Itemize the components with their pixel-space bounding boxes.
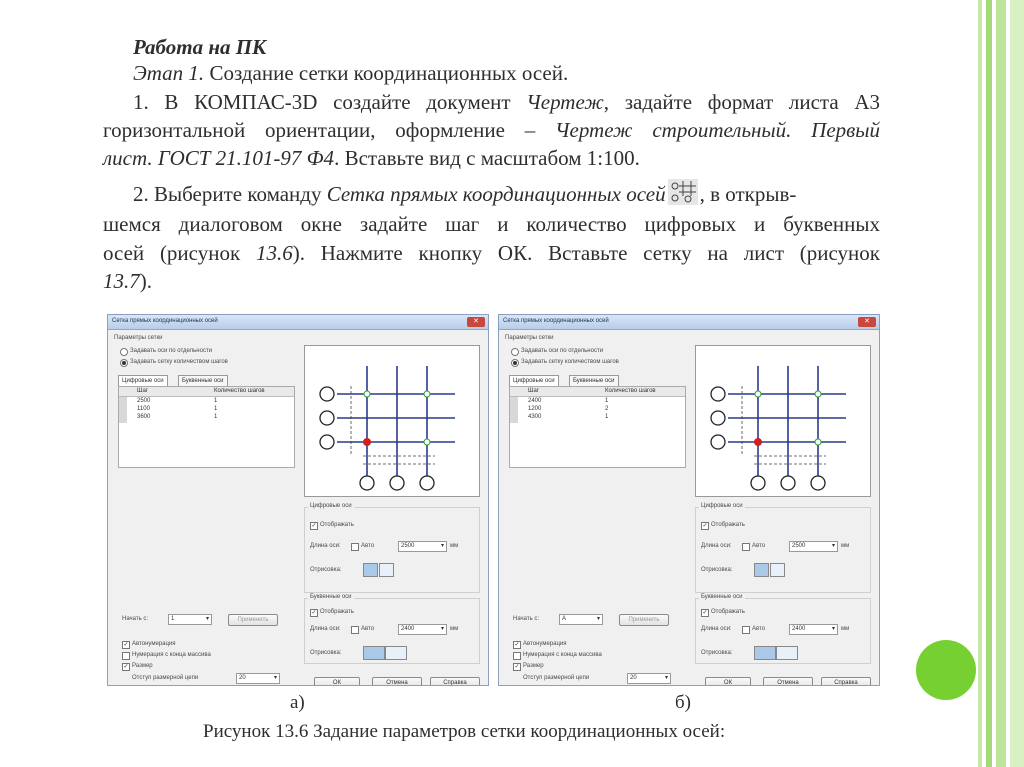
digital-length-combo[interactable]: 2500 ▾: [398, 541, 447, 552]
tab-digital-axes[interactable]: Цифровые оси: [509, 375, 559, 386]
dim-offset-combo[interactable]: 20 ▾: [236, 673, 280, 684]
start-with-combo[interactable]: 1 ▾: [168, 614, 212, 625]
grid-preview: [304, 345, 480, 497]
letter-show-label: Отображать: [320, 609, 354, 615]
label-a: а): [290, 692, 305, 713]
letter-length-combo[interactable]: 2400 ▾: [789, 624, 838, 635]
auto-numbering-label: Автонумерация: [523, 641, 567, 647]
digital-units-label: мм: [841, 543, 850, 549]
digital-segment-tool-1[interactable]: [363, 563, 378, 577]
letter-length-label: Длина оси:: [310, 626, 341, 632]
digital-auto-checkbox[interactable]: [351, 543, 359, 551]
text-segment: 13.6: [255, 241, 293, 265]
digital-auto-checkbox[interactable]: [742, 543, 750, 551]
letter-segment-tool-1[interactable]: [363, 646, 385, 660]
step2-line3: [103, 238, 880, 268]
table-cell-count[interactable]: 1: [605, 414, 609, 420]
dialog-title: Сетка прямых координационных осей: [112, 318, 218, 324]
grid-preview-drawing: [696, 346, 870, 496]
table-cell-count[interactable]: 1: [214, 406, 218, 412]
help-button[interactable]: Справка: [821, 677, 871, 686]
steps-table[interactable]: [118, 386, 295, 468]
table-cell-step[interactable]: 4300: [528, 414, 542, 420]
letter-segment-tool-2[interactable]: [385, 646, 407, 660]
text-segment: Сетка прямых координационных осей: [326, 182, 666, 206]
digital-axes-label: Цифровые оси: [701, 503, 743, 509]
digital-show-label: Отображать: [711, 522, 745, 528]
text-segment: горизонтальной ориентации, оформление –: [103, 118, 556, 142]
letter-axes-label: Буквенные оси: [310, 594, 352, 600]
text-segment: . Вставьте вид с масштабом 1:100.: [334, 146, 640, 170]
table-cell-count[interactable]: 1: [605, 398, 609, 404]
table-cell-count[interactable]: 2: [605, 406, 609, 412]
radio-each-label: Задавать оси по отдельности: [521, 348, 604, 354]
radio-count-label: Задавать сетку количеством шагов: [130, 359, 228, 365]
radio-each-label: Задавать оси по отдельности: [130, 348, 213, 354]
letter-auto-label: Авто: [752, 626, 766, 632]
numbering-end-label: Нумерация с конца массива: [132, 652, 211, 658]
text-segment: 13.7: [103, 269, 140, 293]
letter-segment-tool-1[interactable]: [754, 646, 776, 660]
size-checkbox[interactable]: ✓: [514, 664, 520, 670]
params-group-label: Параметры сетки: [505, 335, 554, 341]
start-with-label: Начать с:: [122, 616, 149, 622]
dialog-a: [107, 314, 489, 686]
text-segment: лист. ГОСТ 21.101-97 Ф4: [103, 146, 335, 170]
auto-numbering-checkbox[interactable]: ✓: [123, 642, 129, 648]
letter-segments-label: Отрисовка:: [310, 650, 342, 656]
text-segment: ). Нажмите кнопку ОК. Вставьте сетку на лист (рисунок: [292, 241, 880, 265]
radio-each-axis[interactable]: [120, 348, 128, 356]
digital-show-label: Отображать: [320, 522, 354, 528]
text-segment: ).: [139, 269, 152, 293]
cancel-button[interactable]: Отмена: [763, 677, 813, 686]
dim-offset-combo[interactable]: 20 ▾: [627, 673, 671, 684]
letter-segment-tool-2[interactable]: [776, 646, 798, 660]
digital-axes-group: [304, 507, 480, 593]
digital-length-label: Длина оси:: [310, 543, 341, 549]
step1-line2: [103, 115, 880, 145]
step2-line2: шемся диалоговом окне задайте шаг и количество цифровых и буквенных: [103, 212, 880, 236]
size-label: Размер: [132, 663, 153, 669]
radio-each-axis[interactable]: [511, 348, 519, 356]
steps-table[interactable]: [509, 386, 686, 468]
text-segment: осей (рисунок: [103, 241, 256, 265]
letter-length-combo[interactable]: 2400 ▾: [398, 624, 447, 635]
steps-table-header: [119, 387, 294, 397]
table-cell-step[interactable]: 1200: [528, 406, 542, 412]
digital-axes-label: Цифровые оси: [310, 503, 352, 509]
letter-show-checkbox[interactable]: ✓: [702, 610, 708, 616]
ok-button[interactable]: ОК: [314, 677, 360, 686]
digital-axes-group: [695, 507, 871, 593]
radio-count-label: Задавать сетку количеством шагов: [521, 359, 619, 365]
dim-offset-label: Отступ размерной цепи: [523, 675, 590, 681]
text-segment: 1. В КОМПАС-3D создайте документ: [133, 90, 527, 114]
step2-line4: [103, 266, 152, 296]
radio-count-steps[interactable]: [511, 359, 519, 367]
apply-button[interactable]: Применить: [619, 614, 669, 626]
start-with-label: Начать с:: [513, 616, 540, 622]
digital-segment-tool-1[interactable]: [754, 563, 769, 577]
digital-units-label: мм: [450, 543, 459, 549]
decorative-side-bars: [978, 0, 1024, 767]
close-button[interactable]: ✕: [858, 317, 876, 327]
label-b: б): [675, 692, 691, 713]
auto-numbering-checkbox[interactable]: ✓: [514, 642, 520, 648]
table-cell-step[interactable]: 2500: [137, 398, 151, 404]
digital-show-checkbox[interactable]: ✓: [702, 523, 708, 529]
col-count: Количество шагов: [605, 388, 656, 394]
col-count: Количество шагов: [214, 388, 265, 394]
dialog-title: Сетка прямых координационных осей: [503, 318, 609, 324]
letter-axes-label: Буквенные оси: [701, 594, 743, 600]
col-step: Шаг: [137, 388, 149, 394]
letter-show-label: Отображать: [711, 609, 745, 615]
digital-show-checkbox[interactable]: ✓: [311, 523, 317, 529]
table-cell-step[interactable]: 2400: [528, 398, 542, 404]
grid-preview-drawing: [305, 346, 479, 496]
apply-button[interactable]: Применить: [228, 614, 278, 626]
size-checkbox[interactable]: ✓: [123, 664, 129, 670]
params-group-label: Параметры сетки: [114, 335, 163, 341]
help-button[interactable]: Справка: [430, 677, 480, 686]
step1-line1: [133, 87, 880, 117]
grid-preview: [695, 345, 871, 497]
letter-units-label: мм: [450, 626, 459, 632]
numbering-end-checkbox[interactable]: [513, 652, 521, 660]
text-segment: Чертеж: [526, 90, 604, 114]
stage-title: Этап 1. Создание сетки координационных осей.: [133, 61, 569, 85]
text-segment: , задайте формат листа А3: [603, 90, 880, 114]
radio-count-steps[interactable]: [120, 359, 128, 367]
digital-auto-label: Авто: [752, 543, 766, 549]
digital-segment-tool-2[interactable]: [770, 563, 785, 577]
tab-letter-axes[interactable]: Буквенные оси: [569, 375, 619, 386]
table-cell-step[interactable]: 3600: [137, 414, 151, 420]
size-label: Размер: [523, 663, 544, 669]
row-selector: [119, 397, 127, 423]
letter-auto-checkbox[interactable]: [742, 626, 750, 634]
digital-length-label: Длина оси:: [701, 543, 732, 549]
start-with-combo[interactable]: А ▾: [559, 614, 603, 625]
letter-length-label: Длина оси:: [701, 626, 732, 632]
auto-numbering-label: Автонумерация: [132, 641, 176, 647]
tab-digital-axes[interactable]: Цифровые оси: [118, 375, 168, 386]
figure-caption: Рисунок 13.6 Задание параметров сетки координационных осей:: [203, 721, 726, 742]
text-segment: 2. Выберите команду: [133, 182, 327, 206]
digital-length-combo[interactable]: 2500 ▾: [789, 541, 838, 552]
dialog-titlebar[interactable]: [108, 315, 488, 330]
table-cell-count[interactable]: 1: [214, 398, 218, 404]
step2-line1: 2. Выберите команду Сетка прямых координационных осей , в открыв-: [133, 179, 796, 213]
section-heading: Работа на ПК: [133, 35, 267, 59]
cancel-button[interactable]: Отмена: [372, 677, 422, 686]
letter-auto-checkbox[interactable]: [351, 626, 359, 634]
text-segment: Чертеж строительный. Первый: [555, 118, 881, 142]
letter-segments-label: Отрисовка:: [701, 650, 733, 656]
row-selector: [510, 397, 518, 423]
numbering-end-label: Нумерация с конца массива: [523, 652, 602, 658]
letter-auto-label: Авто: [361, 626, 375, 632]
ok-button[interactable]: ОК: [705, 677, 751, 686]
letter-show-checkbox[interactable]: ✓: [311, 610, 317, 616]
tab-letter-axes[interactable]: Буквенные оси: [178, 375, 228, 386]
table-cell-step[interactable]: 1100: [137, 406, 150, 412]
digital-segment-tool-2[interactable]: [379, 563, 394, 577]
digital-segments-label: Отрисовка:: [701, 567, 733, 573]
table-cell-count[interactable]: 1: [214, 414, 218, 420]
close-button[interactable]: ✕: [467, 317, 485, 327]
dialog-titlebar[interactable]: [499, 315, 879, 330]
dialog-b: [498, 314, 880, 686]
col-step: Шаг: [528, 388, 540, 394]
step1-line3: [103, 143, 640, 173]
letter-units-label: мм: [841, 626, 850, 632]
dim-offset-label: Отступ размерной цепи: [132, 675, 199, 681]
digital-auto-label: Авто: [361, 543, 375, 549]
digital-segments-label: Отрисовка:: [310, 567, 342, 573]
steps-table-header: [510, 387, 685, 397]
numbering-end-checkbox[interactable]: [122, 652, 130, 660]
